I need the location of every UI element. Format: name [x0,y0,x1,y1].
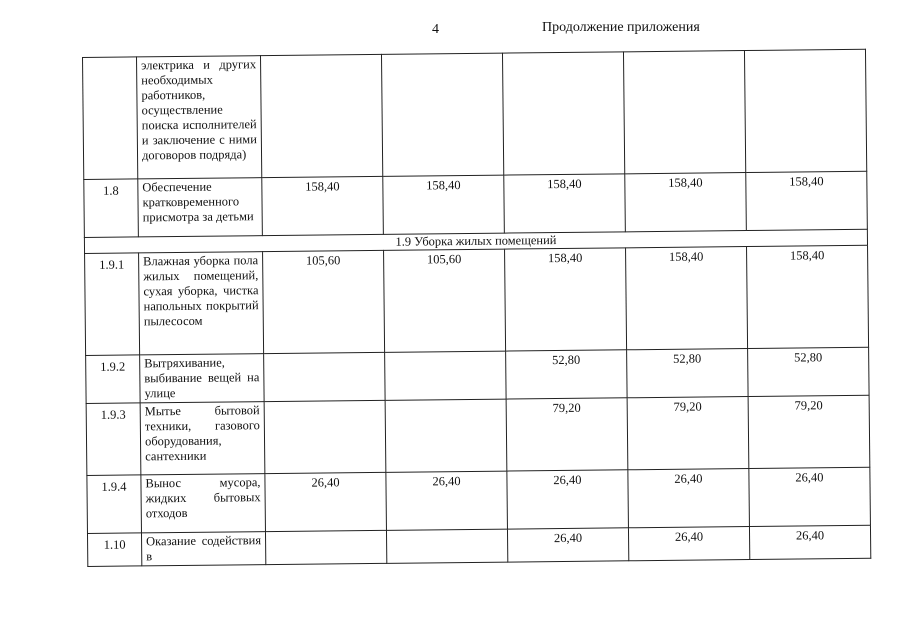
item-description: Влажная уборка пола жилых помещений, сухая уборка, чистка напольных покрытий пылесосом [139,252,264,355]
price-cell: 158,40 [746,171,868,230]
section-title: 1.9 Уборка жилых помещений [84,229,867,253]
header-title: Продолжение приложения [542,20,700,35]
price-cell [264,352,385,401]
item-description: Обеспечение кратковременного присмотра за детьми [138,178,263,237]
item-number: 1.8 [84,179,139,238]
table-row [85,245,869,355]
price-cell: 52,80 [506,350,627,399]
price-cell: 158,40 [747,245,869,348]
item-number: 1.9.3 [86,403,141,476]
item-description: Оказание содействия в [141,532,265,566]
price-cell: 26,40 [265,472,387,531]
table-row [87,467,871,533]
price-cell: 26,40 [749,525,870,559]
item-number: 1.9.4 [87,475,142,534]
table-row [86,347,869,403]
price-cell [623,51,745,174]
page-number: 4 [432,22,439,37]
price-cell [744,49,866,172]
price-cell: 158,40 [262,176,384,235]
item-number: 1.10 [87,533,141,567]
price-cell: 158,40 [504,174,626,233]
price-cell [385,399,507,472]
price-cell: 52,80 [627,349,748,398]
price-cell: 158,40 [383,175,505,234]
price-cell [260,54,382,177]
price-cell [385,351,506,400]
item-number [83,57,138,180]
item-description: электрика и других необходимых работников, осуществление поиска исполнителей и заключение с ними договоров подряда) [137,56,262,179]
price-cell [386,529,507,563]
price-cell [381,53,503,176]
price-cell: 26,40 [749,467,871,526]
tariff-table [82,49,871,567]
price-cell: 158,40 [626,247,748,350]
table-row [84,171,868,237]
item-description: Вытряхивание, выбивание вещей на улице [140,354,264,403]
item-description: Вынос мусора, жидких бытовых отходов [141,474,266,533]
item-description: Мытье бытовой техники, газового оборудования, сантехники [140,402,265,475]
price-cell: 26,40 [507,470,629,529]
table-row [87,525,870,566]
price-cell: 79,20 [506,398,628,471]
price-cell [265,530,386,564]
price-cell: 26,40 [628,527,749,561]
price-cell [502,52,624,175]
price-cell: 158,40 [625,173,747,232]
table-row [83,49,867,179]
price-cell: 105,60 [263,250,385,353]
price-cell: 52,80 [748,347,869,396]
item-number: 1.9.2 [86,355,140,404]
price-cell: 79,20 [627,397,749,470]
price-cell: 158,40 [505,248,627,351]
price-cell: 79,20 [748,395,870,468]
table-row [86,395,870,475]
price-cell: 26,40 [628,469,750,528]
price-cell: 105,60 [384,249,506,352]
price-cell [264,400,386,473]
price-cell: 26,40 [507,528,628,562]
item-number: 1.9.1 [85,253,140,356]
price-cell: 26,40 [386,471,508,530]
